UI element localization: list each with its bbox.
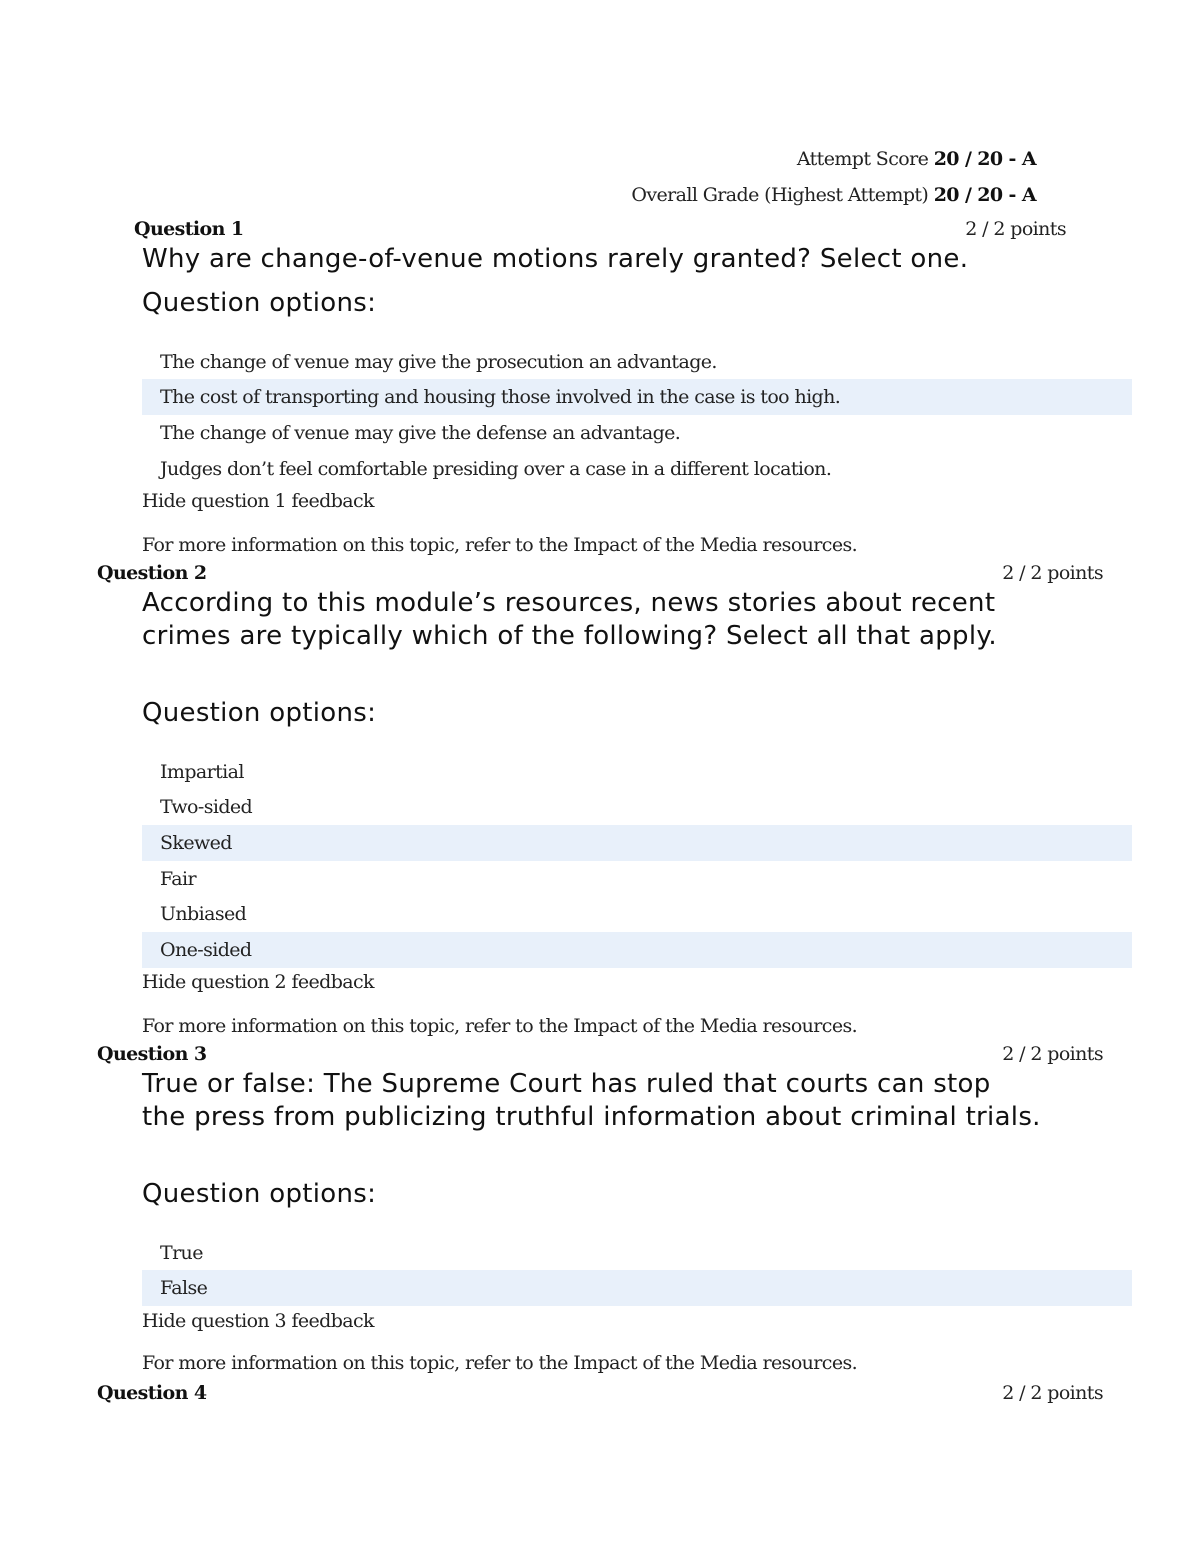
attempt-score (797, 148, 1036, 170)
question-title: Question 1 (134, 218, 244, 240)
question-3-options-label: Question options: (142, 1179, 377, 1209)
question-2-option-selected: One-sided (142, 932, 1132, 968)
question-title: Question 2 (97, 562, 207, 584)
question-2-points: 2 / 2 points (1002, 562, 1103, 584)
question-2-header (97, 562, 206, 584)
question-1-points: 2 / 2 points (965, 218, 1066, 240)
overall-grade-label: Overall Grade (Highest Attempt) (631, 184, 929, 206)
attempt-score-label: Attempt Score (796, 148, 929, 170)
hide-question-1-feedback-link[interactable]: Hide question 1 feedback (142, 490, 374, 512)
question-2-option: Impartial (160, 761, 244, 783)
question-1-feedback: For more information on this topic, refer to the Impact of the Media resources. (142, 534, 858, 556)
overall-grade-value: 20 / 20 - A (933, 184, 1036, 206)
question-4-header (97, 1382, 206, 1404)
question-3-prompt: True or false: The Supreme Court has ruled that courts can stop the press from publicizing truthful information about criminal trials. (142, 1069, 1041, 1132)
hide-question-2-feedback-link[interactable]: Hide question 2 feedback (142, 971, 374, 993)
question-4-points: 2 / 2 points (1002, 1382, 1103, 1404)
question-title: Question 3 (97, 1043, 207, 1065)
question-2-option: Two-sided (160, 796, 253, 818)
question-3-option: True (160, 1242, 203, 1264)
question-1-header (134, 218, 243, 240)
question-2-prompt: According to this module’s resources, news stories about recent crimes are typically which of the following? Select all that apply. (142, 588, 997, 651)
overall-grade (631, 184, 1036, 206)
hide-question-3-feedback-link[interactable]: Hide question 3 feedback (142, 1310, 374, 1332)
question-2-option: Fair (160, 868, 196, 890)
question-2-option: Unbiased (160, 903, 247, 925)
question-title: Question 4 (97, 1382, 207, 1404)
question-3-option-selected: False (142, 1270, 1132, 1306)
question-2-option-selected: Skewed (142, 825, 1132, 861)
question-1-prompt: Why are change-of-venue motions rarely granted? Select one. (142, 244, 969, 274)
question-1-option: Judges don’t feel comfortable presiding over a case in a different location. (160, 458, 832, 480)
attempt-score-value: 20 / 20 - A (933, 148, 1036, 170)
question-3-header (97, 1043, 206, 1065)
question-3-points: 2 / 2 points (1002, 1043, 1103, 1065)
question-1-option: The change of venue may give the prosecution an advantage. (160, 351, 717, 373)
question-2-options-label: Question options: (142, 698, 377, 728)
question-1-option: The change of venue may give the defense an advantage. (160, 422, 681, 444)
question-1-options-label: Question options: (142, 288, 377, 318)
question-3-feedback: For more information on this topic, refer to the Impact of the Media resources. (142, 1352, 858, 1374)
question-2-feedback: For more information on this topic, refer to the Impact of the Media resources. (142, 1015, 858, 1037)
question-1-option-selected: The cost of transporting and housing those involved in the case is too high. (142, 379, 1132, 415)
